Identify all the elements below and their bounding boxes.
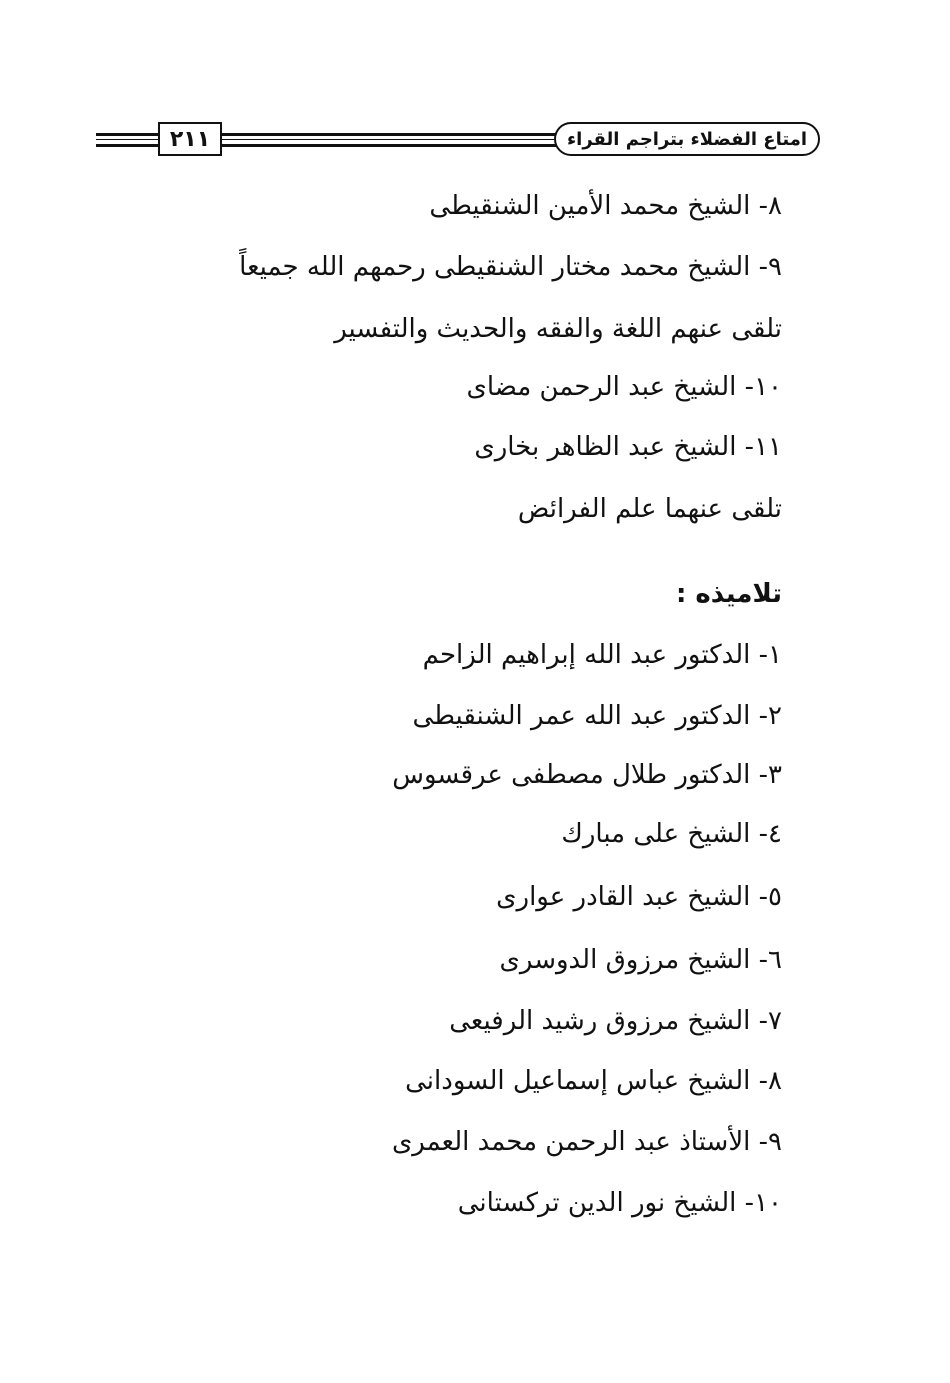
student-item-4: ٤- الشيخ على مبارك	[561, 819, 782, 849]
student-item-5: ٥- الشيخ عبد القادر عوارى	[496, 882, 782, 912]
student-item-7: ٧- الشيخ مرزوق رشيد الرفيعى	[449, 1006, 782, 1036]
teacher-item-9: ٩- الشيخ محمد مختار الشنقيطى رحمهم الله جميعاً	[239, 252, 782, 282]
student-item-2: ٢- الدكتور عبد الله عمر الشنقيطى	[412, 701, 782, 731]
header-rule-left	[96, 133, 160, 147]
teacher-item-8: ٨- الشيخ محمد الأمين الشنقيطى	[429, 191, 782, 221]
student-item-1: ١- الدكتور عبد الله إبراهيم الزاحم	[422, 640, 782, 670]
students-heading: تلاميذه :	[675, 579, 782, 609]
student-item-10: ١٠- الشيخ نور الدين تركستانى	[457, 1188, 782, 1218]
book-title: امتاع الفضلاء بتراجم القراء	[554, 122, 820, 156]
faraid-note: تلقى عنهما علم الفرائض	[517, 494, 782, 524]
student-item-3: ٣- الدكتور طلال مصطفى عرقسوس	[392, 760, 782, 790]
page-number: ٢١١	[158, 122, 222, 156]
student-item-6: ٦- الشيخ مرزوق الدوسرى	[499, 945, 782, 975]
teacher-item-10: ١٠- الشيخ عبد الرحمن مضاى	[466, 372, 782, 402]
student-item-9: ٩- الأستاذ عبد الرحمن محمد العمرى	[391, 1127, 782, 1157]
teachers-note: تلقى عنهم اللغة والفقه والحديث والتفسير	[334, 314, 782, 344]
page-header	[96, 120, 820, 160]
student-item-8: ٨- الشيخ عباس إسماعيل السودانى	[405, 1066, 782, 1096]
teacher-item-11: ١١- الشيخ عبد الظاهر بخارى	[474, 432, 782, 462]
